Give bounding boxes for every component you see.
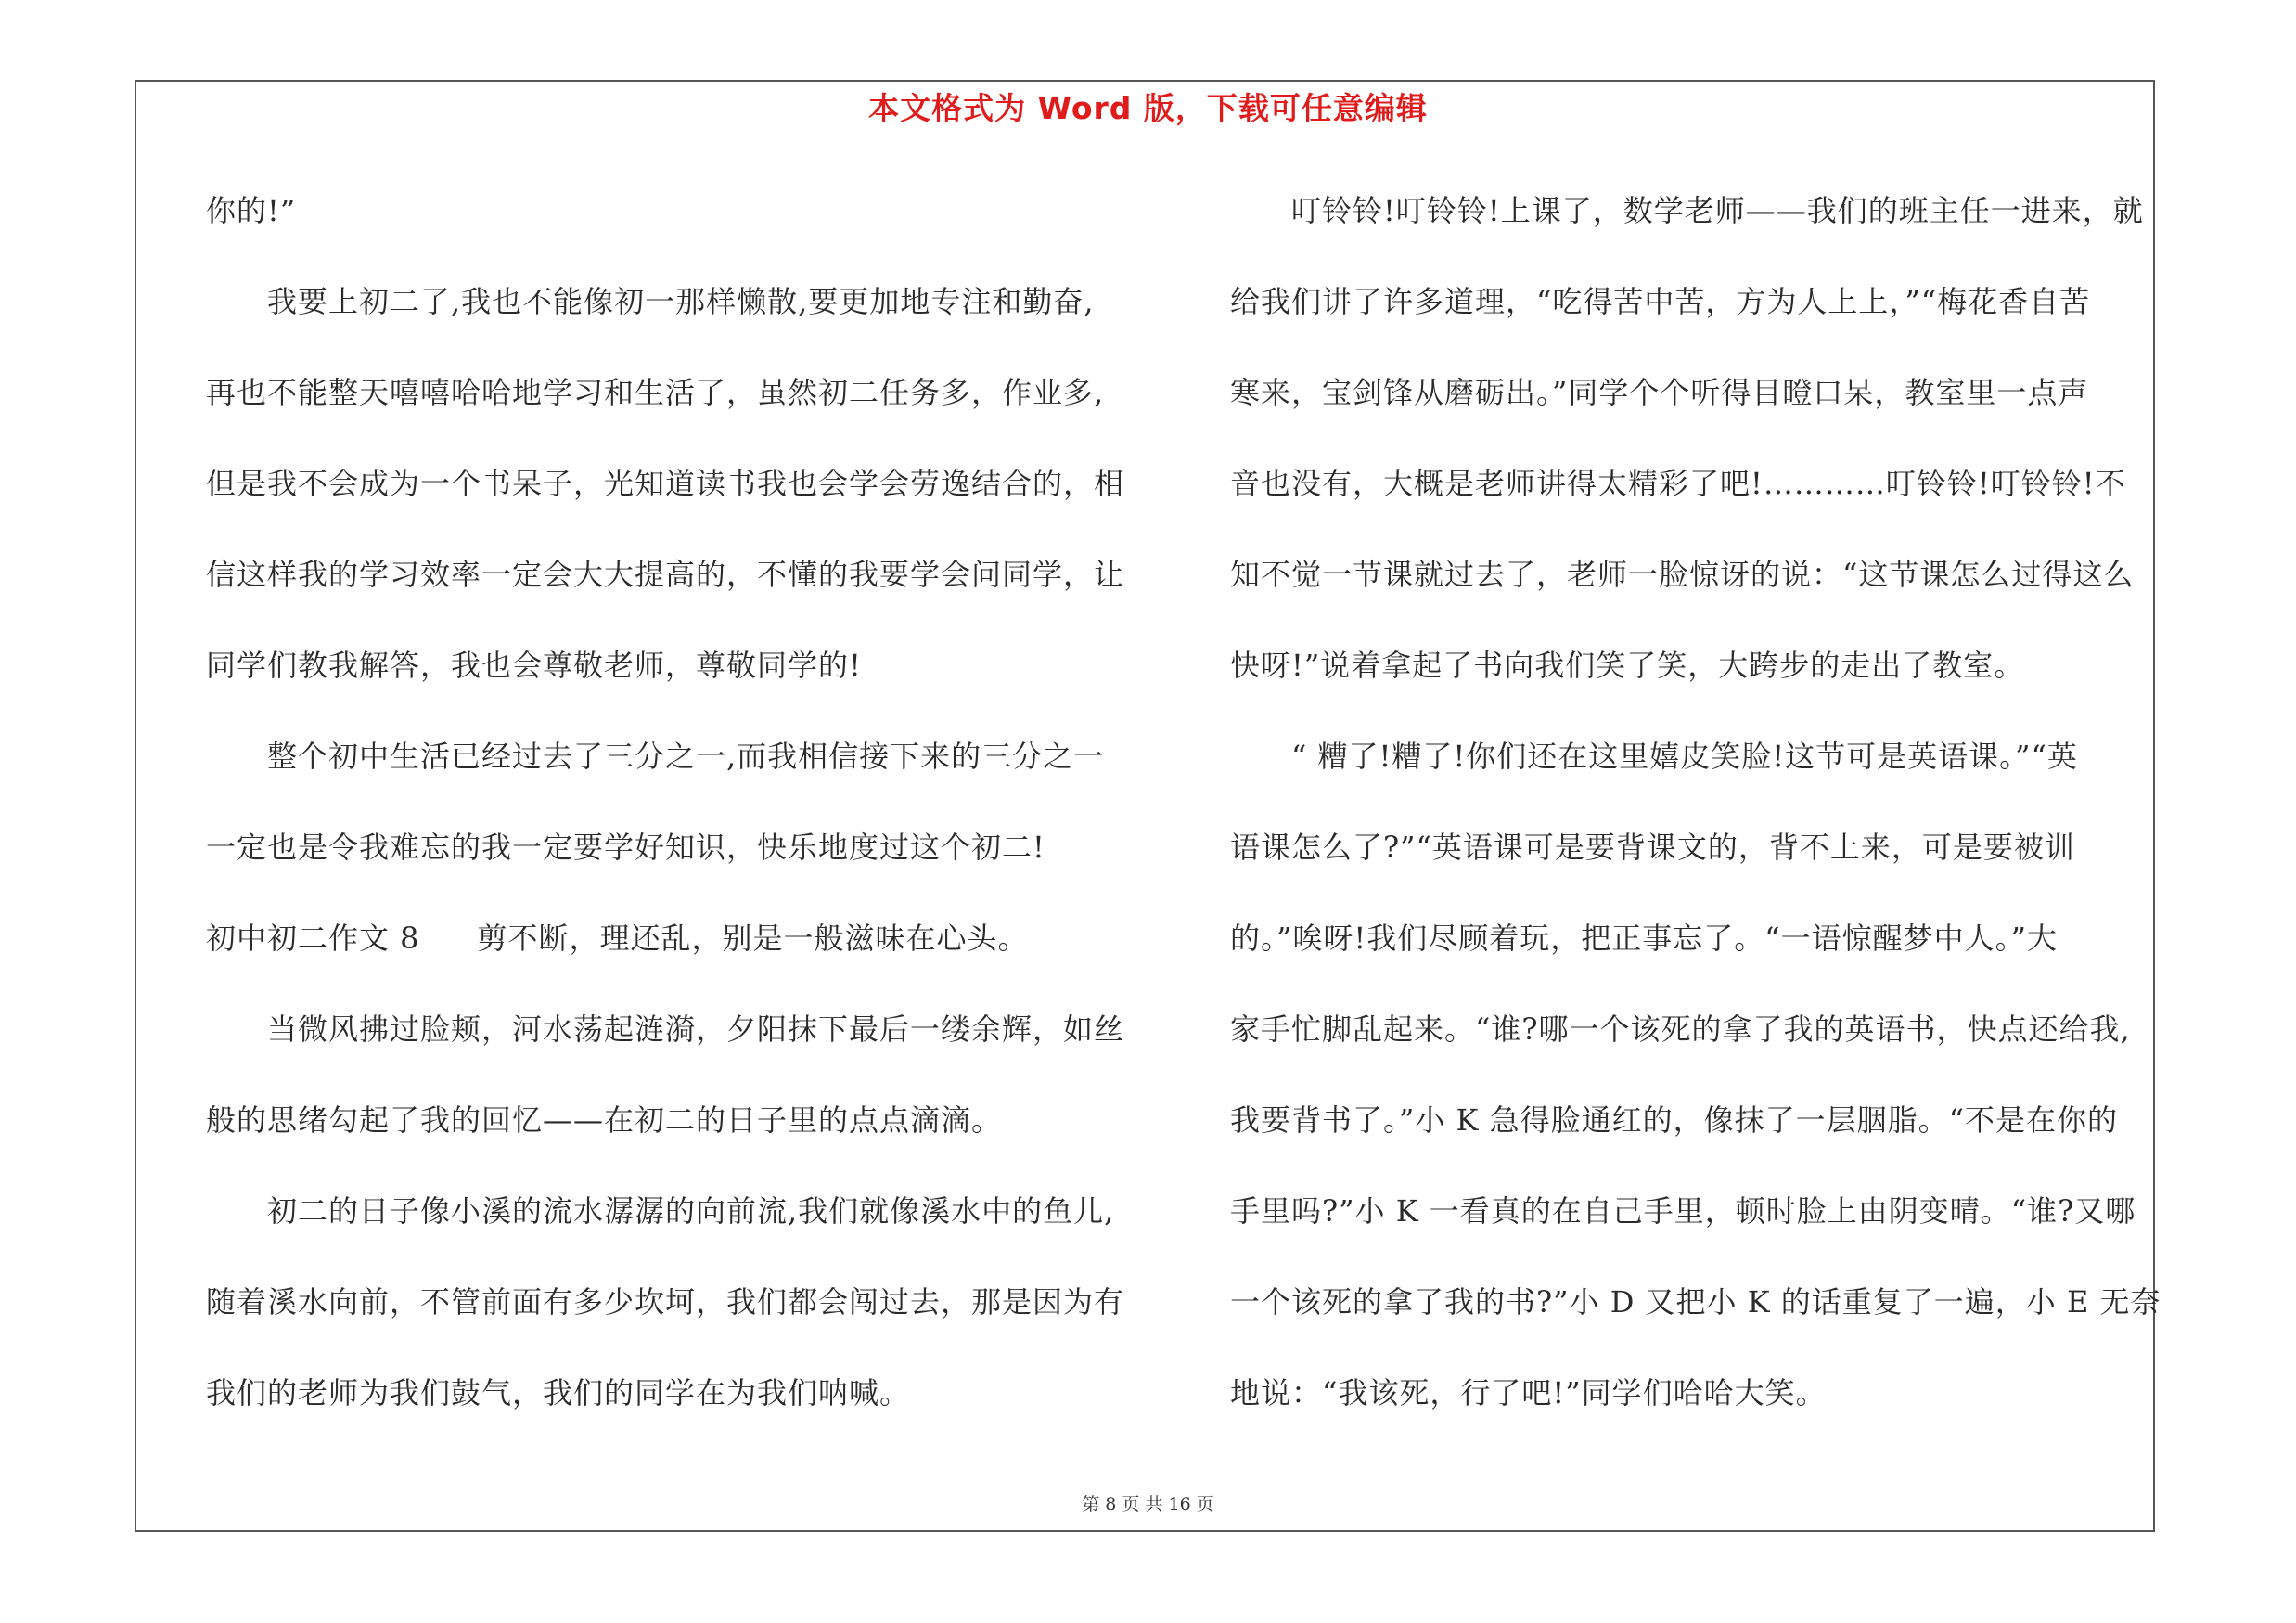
text-line: 手里吗?”小 K 一看真的在自己手里，顿时脸上由阴变晴。“谁?又哪 [1230,1193,2136,1229]
text-line: 语课怎么了?”“英语课可是要背课文的，背不上来，可是要被训 [1230,830,2075,865]
text-line: 信这样我的学习效率一定会大大提高的，不懂的我要学会问同学，让 [206,557,1125,592]
text-line: 般的思绪勾起了我的回忆——在初二的日子里的点点滴滴。 [206,1102,1003,1138]
essay-heading-line [206,911,1143,1002]
left-text-column [206,184,1143,1457]
text-line: 一定也是令我难忘的我一定要学好知识，快乐地度过这个初二! [206,830,1045,865]
editable-notice-banner: 本文格式为 Word 版，下载可任意编辑 [868,90,1428,126]
page-number-footer: 第 8 页 共 16 页 [1082,1494,1214,1514]
text-line: 快呀!”说着拿起了书向我们笑了笑，大跨步的走出了教室。 [1230,648,2025,683]
text-line: 但是我不会成为一个书呆子，光知道读书我也会学会劳逸结合的，相 [206,466,1125,501]
text-line: 再也不能整天嘻嘻哈哈地学习和生活了，虽然初二任务多，作业多, [206,375,1105,410]
text-line: 我要上初二了,我也不能像初一那样懒散,要更加地专注和勤奋, [267,284,1095,319]
right-text-column [1230,184,2167,1457]
text-line: 同学们教我解答，我也会尊敬老师，尊敬同学的! [206,648,862,683]
text-line: 寒来，宝剑锋从磨砺出。”同学个个听得目瞪口呆，教室里一点声 [1230,375,2089,410]
text-line: 你的!” [206,193,297,228]
text-line: 初二的日子像小溪的流水潺潺的向前流,我们就像溪水中的鱼儿, [267,1193,1115,1229]
text-line: 我要背书了。”小 K 急得脸通红的，像抹了一层胭脂。“不是在你的 [1230,1102,2118,1138]
text-line: 我们的老师为我们鼓气，我们的同学在为我们呐喊。 [206,1375,911,1410]
text-line: 地说：“我该死，行了吧!”同学们哈哈大笑。 [1230,1375,1827,1410]
text-line: 知不觉一节课就过去了，老师一脸惊讶的说：“这节课怎么过得这么 [1230,557,2135,592]
text-line: 随着溪水向前，不管前面有多少坎坷，我们都会闯过去，那是因为有 [206,1284,1125,1320]
text-line: 叮铃铃!叮铃铃!上课了，数学老师——我们的班主任一进来，就 [1291,193,2144,228]
essay-epigraph: 剪不断，理还乱，别是一般滋味在心头。 [477,921,1029,956]
text-line: 的。”唉呀!我们尽顾着玩，把正事忘了。“一语惊醒梦中人。”大 [1230,921,2058,956]
text-line: 音也没有，大概是老师讲得太精彩了吧!…………叮铃铃!叮铃铃!不 [1230,466,2126,501]
essay-title: 初中初二作文 8 [206,921,420,956]
text-line: 家手忙脚乱起来。“谁?哪一个该死的拿了我的英语书，快点还给我, [1230,1011,2131,1047]
text-line: 给我们讲了许多道理，“吃得苦中苦，方为人上上，”“梅花香自苦 [1230,284,2091,319]
text-line: 一个该死的拿了我的书?”小 D 又把小 K 的话重复了一遍，小 E 无奈 [1230,1284,2161,1320]
text-line: 整个初中生活已经过去了三分之一,而我相信接下来的三分之一 [267,739,1105,774]
text-line: “ 糟了!糟了!你们还在这里嬉皮笑脸!这节可是英语课。”“英 [1291,739,2078,774]
text-line: 当微风拂过脸颊，河水荡起涟漪，夕阳抹下最后一缕余辉，如丝 [267,1011,1125,1047]
